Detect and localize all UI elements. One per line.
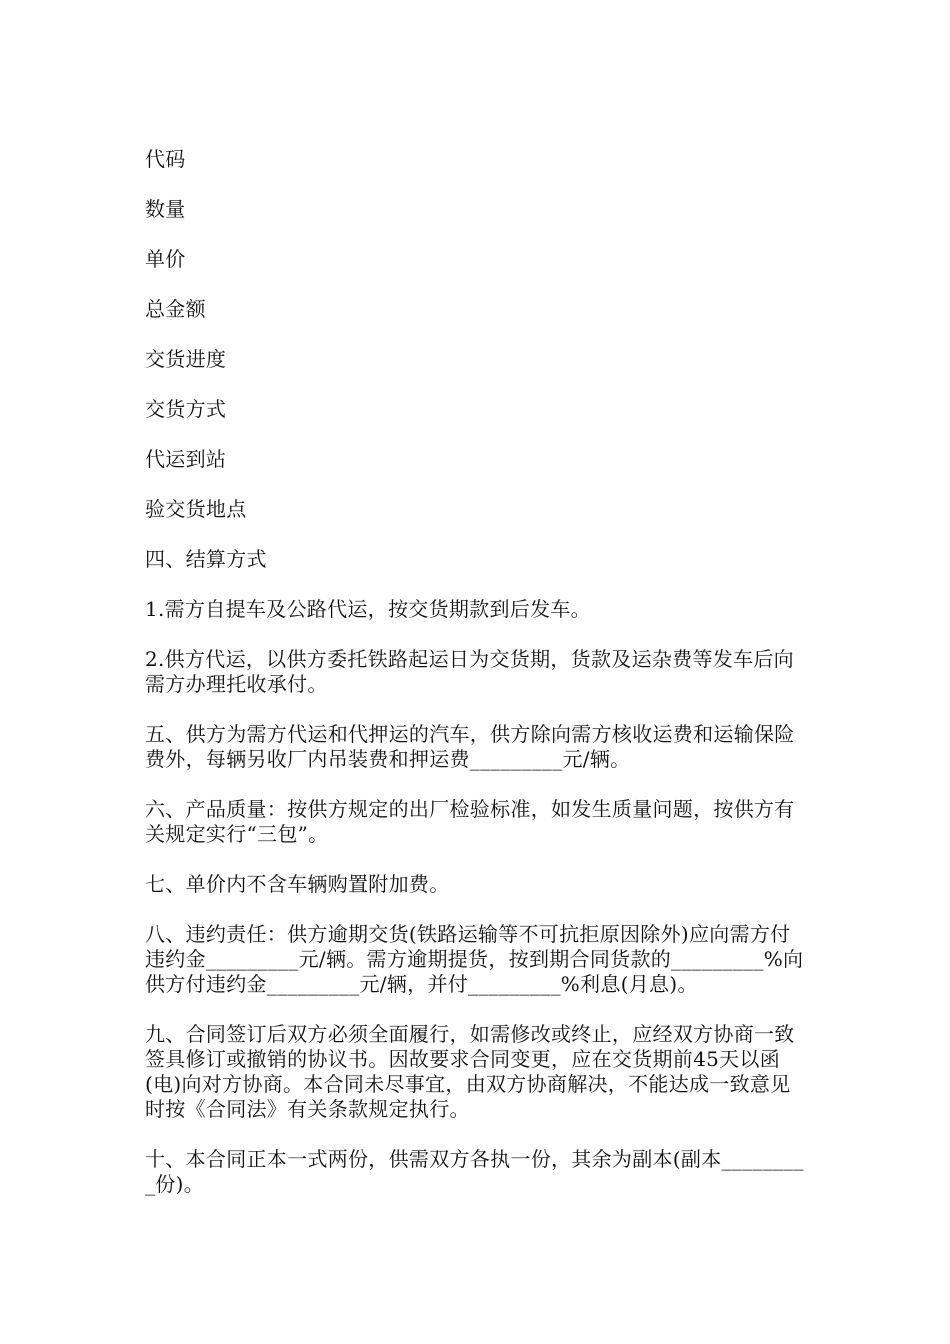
field-quantity: 数量 [145,197,186,221]
field-destination-station: 代运到站 [145,447,227,471]
clause-nine-amendment: 九、合同签订后双方必须全面履行，如需修改或终止，应经双方协商一致签具修订或撤销的协议书。因故要求合同变更，应在交货期前45天以函(电)向对方协商。本合同未尽事宜，由双方协商解决，不能达成一致意见时按《合同法》有关条款规定执行。 [145,1022,795,1121]
clause-ten-copies: 十、本合同正本一式两份，供需双方各执一份，其余为副本(副本_________份)。 [145,1147,804,1196]
field-code: 代码 [145,147,186,171]
clause-settlement-2: 2.供方代运，以供方委托铁路起运日为交货期，货款及运杂费等发车后向需方办理托收承付。 [145,647,794,696]
field-inspection-location: 验交货地点 [145,497,247,521]
clause-eight-liability: 八、违约责任：供方逾期交货(铁路运输等不可抗拒原因除外)应向需方付违约金_________元/辆。需方逾期提货，按到期合同货款的_________%向供方付违约金_________元/辆，并付_________%利息(月息)。 [145,922,804,996]
field-total-amount: 总金额 [145,297,206,321]
document-body [145,147,810,1222]
clause-six-quality: 六、产品质量：按供方规定的出厂检验标准，如发生质量问题，按供方有关规定实行“三包”。 [145,797,795,846]
clause-settlement-1: 1.需方自提车及公路代运，按交货期款到后发车。 [145,597,591,621]
clause-seven-surcharge: 七、单价内不含车辆购置附加费。 [145,872,450,896]
field-unit-price: 单价 [145,247,186,271]
field-delivery-method: 交货方式 [145,397,227,421]
section-heading-settlement: 四、结算方式 [145,547,267,571]
clause-five-shipping-fees: 五、供方为需方代运和代押运的汽车，供方除向需方核收运费和运输保险费外，每辆另收厂内吊装费和押运费_________元/辆。 [145,722,795,771]
field-delivery-schedule: 交货进度 [145,347,227,371]
